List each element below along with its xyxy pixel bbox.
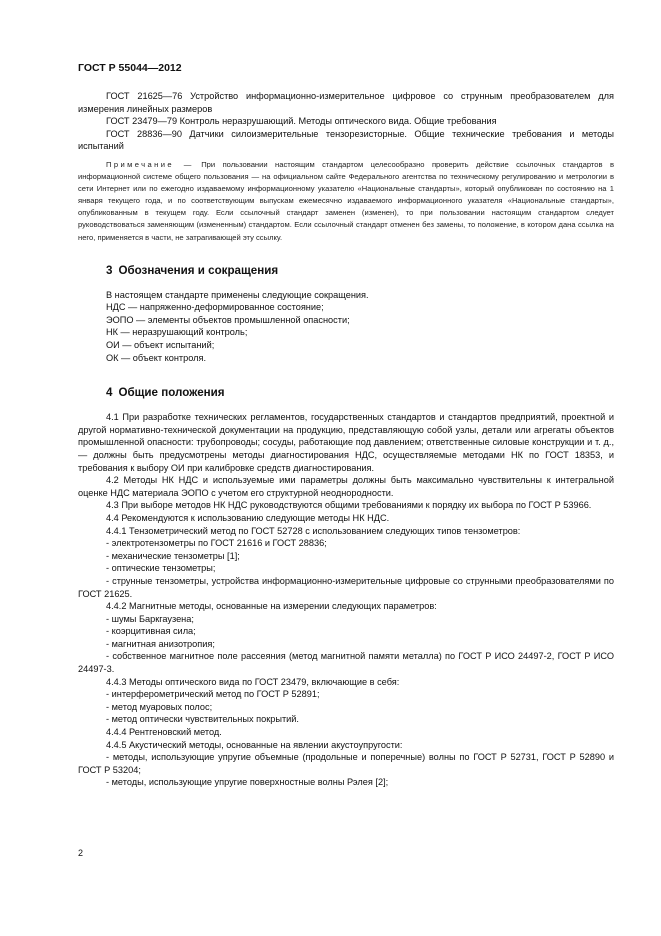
list-item: - струнные тензометры, устройства информационно-измерительные цифровые со струнными преобразователями по ГОСТ 21625. [78, 575, 614, 599]
reference-item: ГОСТ 28836—90 Датчики силоизмерительные тензорезисторные. Общие технические требования и методы испытаний [78, 128, 614, 152]
list-item: - интерферометрический метод по ГОСТ Р 52891; [106, 689, 320, 700]
clause-paragraph: 4.4.4 Рентгеновский метод. [106, 727, 222, 738]
list-item: - магнитная анизотропия; [106, 638, 215, 649]
abbreviation-line: НК — неразрушающий контроль; [106, 327, 248, 338]
list-item: - методы, использующие упругие объемные (продольные и поперечные) волны по ГОСТ Р 52731, ГОСТ Р 52890 и ГОСТ Р 53204; [78, 752, 614, 775]
section-4 [78, 386, 614, 789]
document-header: ГОСТ Р 55044—2012 [78, 62, 182, 74]
section-heading [106, 386, 614, 399]
list-item: - механические тензометры [1]; [106, 550, 240, 561]
list-item: - шумы Баркгаузена; [106, 613, 194, 624]
clause-paragraph: 4.3 При выборе методов НК НДС руководствуются общими требованиями к порядку их выбора по ГОСТ Р 53966. [106, 500, 592, 511]
list-item: - метод муаровых полос; [106, 701, 213, 712]
section-3 [78, 264, 614, 365]
clause-paragraph: 4.1 При разработке технических регламентов, государственных стандартов и стандартов предприятий, проектной и другой нормативно-технической документации на продукцию, представляющую собой узлы, детали или агрегаты объектов промышленной опасности: трубопроводы; сосуды, работающие под давлением; ответственные силовые конструкции и т. д., — должны быть предусмотрены методы диагностирования НДС, осуществляемые методами НК по ГОСТ 18353, и требования к выбору ОИ при калибровке средств диагностирования. [78, 412, 614, 473]
list-item: - собственное магнитное поле рассеяния (метод магнитной памяти металла) по ГОСТ Р ИСО 24497-2, ГОСТ Р ИСО 24497-3. [78, 651, 614, 675]
list-item: - методы, использующие упругие поверхностные волны Рэлея [2]; [106, 777, 389, 788]
abbreviation-line: ОК — объект контроля. [106, 352, 207, 363]
section-number: 4 [106, 386, 113, 400]
abbreviation-line: НДС — напряженно-деформированное состояние; [106, 302, 324, 313]
note-paragraph [78, 159, 614, 244]
section-heading [106, 264, 614, 277]
clause-paragraph: 4.4.5 Акустический методы, основанные на явлении акустоупругости: [106, 739, 403, 750]
reference-item: ГОСТ 21625—76 Устройство информационно-измерительное цифровое со струнным преобразователем для измерения линейных размеров [78, 91, 614, 114]
section-title: Обозначения и сокращения [118, 263, 279, 277]
abbreviation-line: ЭОПО — элементы объектов промышленной опасности; [106, 314, 350, 325]
list-item: - электротензометры по ГОСТ 21616 и ГОСТ 28836; [106, 538, 327, 549]
clause-paragraph: 4.4.2 Магнитные методы, основанные на измерении следующих параметров: [106, 601, 437, 612]
note-label: Примечание — [106, 159, 194, 169]
page-number: 2 [78, 848, 84, 858]
clause-paragraph: 4.4.3 Методы оптического вида по ГОСТ 23479, включающие в себя: [106, 676, 400, 687]
abbreviation-line: ОИ — объект испытаний; [106, 340, 215, 350]
clause-paragraph: 4.2 Методы НК НДС и используемые ими параметры должны быть максимально чувствительны к интегральной оценке НДС материала ЭОПО с учетом его структурной неоднородности. [78, 475, 614, 498]
reference-item: ГОСТ 23479—79 Контроль неразрушающий. Методы оптического вида. Общие требования [106, 116, 497, 127]
note-text: При пользовании настоящим стандартом целесообразно проверить действие ссылочных стандартов в информационной системе общего пользования — на официальном сайте Федерального агентства по техническому регулированию и метрологии в сети Интернет или по ежегодно издаваемому информационному указателю «Национальные стандарты», который опубликован по состоянию на 1 января текущего года, и по соответствующим выпускам ежемесячно издаваемого информационного указателя «Национальные стандарты», опубликованным в текущем году. Если ссылочный стандарт заменен (изменен), то при пользовании настоящим стандартом следует руководствоваться заменяющим (измененным) стандартом. Если ссылочный стандарт отменен без замены, то положение, в котором дана ссылка на него, применяется в части, не затрагивающей эту ссылку. [78, 159, 614, 242]
section-number: 3 [106, 263, 113, 277]
list-item: - оптические тензометры; [106, 563, 216, 574]
document-page [78, 62, 614, 789]
normative-references [78, 90, 614, 153]
clause-paragraph: 4.4 Рекомендуются к использованию следующие методы НК НДС. [106, 512, 390, 523]
clause-paragraph: 4.4.1 Тензометрический метод по ГОСТ 52728 с использованием следующих типов тензометров: [106, 525, 521, 536]
section-title: Общие положения [118, 386, 225, 400]
list-item: - метод оптически чувствительных покрытий. [106, 714, 299, 725]
abbreviation-line: В настоящем стандарте применены следующие сокращения. [106, 289, 369, 300]
list-item: - коэрцитивная сила; [106, 626, 196, 637]
note-block [78, 159, 614, 244]
